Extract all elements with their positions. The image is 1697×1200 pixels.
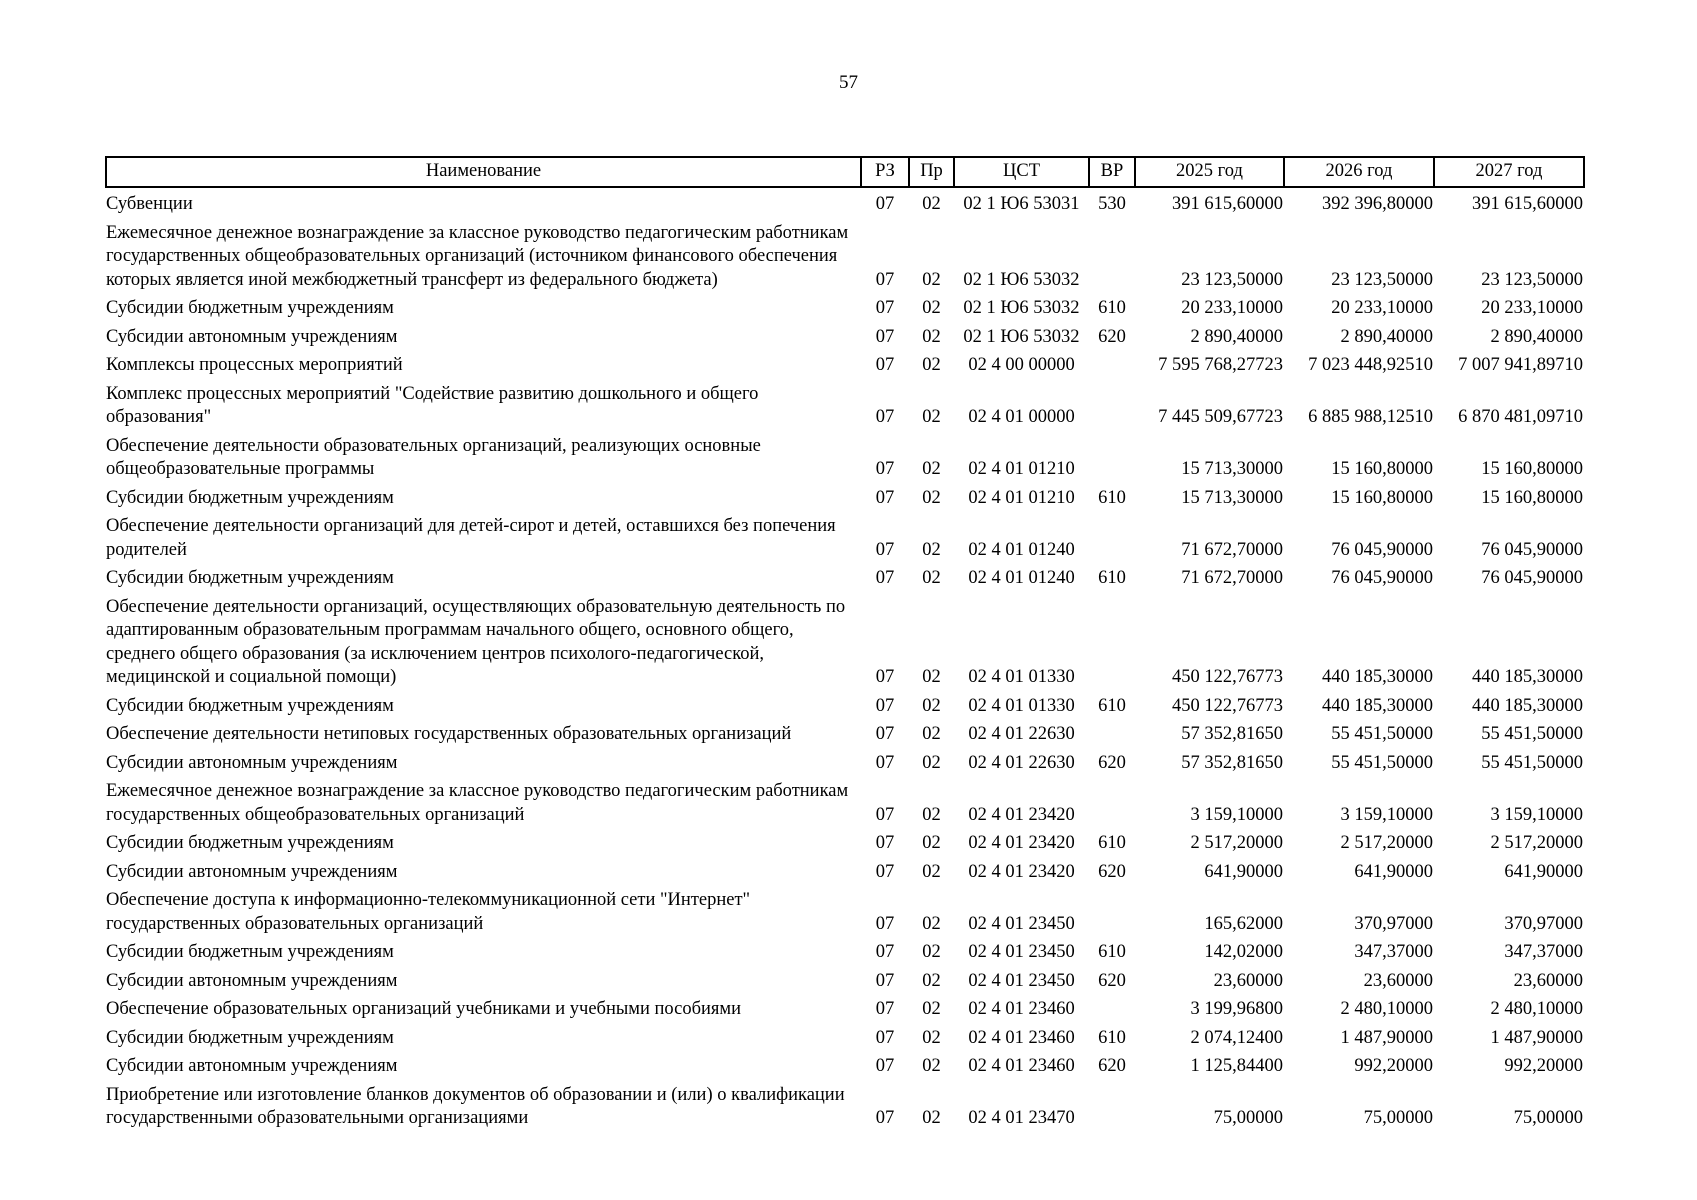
row-amount-2027: 75,00000 xyxy=(1513,1108,1583,1128)
row-rz: 07 xyxy=(875,459,895,479)
row-amount-2027: 23 123,50000 xyxy=(1481,269,1583,290)
header-pr: Пр xyxy=(909,157,954,187)
row-name: Ежемесячное денежное вознаграждение за классное руководство педагогическим работникам государственных общеобразовательных организаций xyxy=(106,781,849,825)
row-vr: 610 xyxy=(1098,695,1126,716)
row-cst: 02 4 01 22630 xyxy=(968,724,1075,744)
row-rz: 07 xyxy=(875,667,895,687)
row-amount-2027: 3 159,10000 xyxy=(1490,804,1583,825)
table-row xyxy=(106,484,1584,513)
row-amount-2027: 440 185,30000 xyxy=(1472,695,1583,716)
row-name: Субсидии бюджетным учреждениям xyxy=(106,1027,394,1048)
row-cst: 02 1 Ю6 53031 xyxy=(963,194,1080,214)
row-cst: 02 4 01 23420 xyxy=(968,804,1075,825)
row-amount-2025: 23 123,50000 xyxy=(1181,269,1283,290)
row-name: Субсидии бюджетным учреждениям xyxy=(106,695,394,716)
row-amount-2027: 2 890,40000 xyxy=(1490,326,1583,347)
row-amount-2027: 2 480,10000 xyxy=(1490,999,1583,1019)
row-pr: 02 xyxy=(922,407,941,427)
row-amount-2025: 2 517,20000 xyxy=(1190,833,1283,853)
header-year-2027: 2027 год xyxy=(1434,157,1584,187)
row-amount-2026: 23,60000 xyxy=(1363,970,1433,991)
row-cst: 02 4 01 23460 xyxy=(968,1027,1075,1048)
row-pr: 02 xyxy=(922,804,941,825)
row-amount-2025: 450 122,76773 xyxy=(1172,695,1283,716)
row-amount-2025: 3 199,96800 xyxy=(1190,999,1283,1019)
row-amount-2026: 23 123,50000 xyxy=(1331,269,1433,290)
row-amount-2025: 71 672,70000 xyxy=(1181,568,1283,588)
table-header-row xyxy=(106,157,1584,187)
table-row xyxy=(106,720,1584,749)
row-vr xyxy=(1089,593,1135,692)
row-rz: 07 xyxy=(875,269,895,290)
row-cst: 02 4 01 00000 xyxy=(968,407,1075,427)
row-amount-2026: 392 396,80000 xyxy=(1322,194,1433,214)
row-amount-2025: 57 352,81650 xyxy=(1181,724,1283,744)
table-row xyxy=(106,995,1584,1024)
row-amount-2027: 76 045,90000 xyxy=(1481,539,1583,560)
row-amount-2026: 1 487,90000 xyxy=(1340,1027,1433,1048)
row-amount-2026: 6 885 988,12510 xyxy=(1308,407,1433,427)
row-pr: 02 xyxy=(922,724,941,744)
header-rz: РЗ xyxy=(861,157,909,187)
row-vr xyxy=(1089,380,1135,432)
row-rz: 07 xyxy=(875,752,895,773)
row-pr: 02 xyxy=(922,269,941,290)
row-vr xyxy=(1089,219,1135,295)
row-amount-2026: 15 160,80000 xyxy=(1331,487,1433,508)
row-name: Субвенции xyxy=(106,194,193,214)
row-amount-2026: 2 890,40000 xyxy=(1340,326,1433,347)
row-cst: 02 4 01 01240 xyxy=(968,568,1075,588)
table-row xyxy=(106,512,1584,564)
header-vr: ВР xyxy=(1089,157,1135,187)
row-pr: 02 xyxy=(922,695,941,716)
header-cst: ЦСТ xyxy=(954,157,1089,187)
row-cst: 02 4 01 01330 xyxy=(968,667,1075,687)
row-name: Субсидии автономным учреждениям xyxy=(106,326,398,347)
row-amount-2027: 992,20000 xyxy=(1504,1056,1583,1076)
row-vr: 610 xyxy=(1098,1027,1126,1048)
table-row xyxy=(106,432,1584,484)
row-pr: 02 xyxy=(922,539,941,560)
row-rz: 07 xyxy=(875,861,895,882)
table-row xyxy=(106,187,1584,219)
row-name: Субсидии бюджетным учреждениям xyxy=(106,487,394,508)
row-name: Субсидии бюджетным учреждениям xyxy=(106,942,394,962)
row-vr: 620 xyxy=(1098,1056,1126,1076)
row-vr xyxy=(1089,720,1135,749)
header-year-2026: 2026 год xyxy=(1284,157,1434,187)
row-cst: 02 4 01 01330 xyxy=(968,695,1075,716)
row-amount-2027: 370,97000 xyxy=(1504,913,1583,934)
row-cst: 02 4 01 23460 xyxy=(968,999,1075,1019)
row-cst: 02 4 01 01240 xyxy=(968,539,1075,560)
row-pr: 02 xyxy=(922,568,941,588)
table-row xyxy=(106,938,1584,967)
row-vr: 620 xyxy=(1098,752,1126,773)
row-amount-2027: 55 451,50000 xyxy=(1481,724,1583,744)
table-row xyxy=(106,749,1584,778)
row-vr xyxy=(1089,351,1135,380)
row-amount-2025: 7 595 768,27723 xyxy=(1158,355,1283,375)
row-name: Обеспечение доступа к информационно-телекоммуникационной сети "Интернет" государственных образовательных организаций xyxy=(106,890,751,934)
row-name: Комплекс процессных мероприятий "Содействие развитию дошкольного и общего образования" xyxy=(106,383,759,427)
row-amount-2026: 7 023 448,92510 xyxy=(1308,355,1433,375)
row-cst: 02 4 01 23420 xyxy=(968,833,1075,853)
row-vr xyxy=(1089,995,1135,1024)
row-amount-2026: 641,90000 xyxy=(1354,861,1433,882)
row-rz: 07 xyxy=(875,970,895,991)
row-pr: 02 xyxy=(922,833,941,853)
row-name: Субсидии автономным учреждениям xyxy=(106,1056,398,1076)
row-name: Обеспечение деятельности образовательных организаций, реализующих основные общеобразовательные программы xyxy=(106,435,761,479)
row-rz: 07 xyxy=(875,913,895,934)
row-amount-2025: 20 233,10000 xyxy=(1181,298,1283,318)
table-row xyxy=(106,692,1584,721)
row-vr xyxy=(1089,1081,1135,1133)
row-amount-2027: 76 045,90000 xyxy=(1481,568,1583,588)
row-amount-2027: 20 233,10000 xyxy=(1481,298,1583,318)
row-name: Обеспечение образовательных организаций учебниками и учебными пособиями xyxy=(106,999,742,1019)
row-pr: 02 xyxy=(922,487,941,508)
row-pr: 02 xyxy=(922,194,941,214)
row-pr: 02 xyxy=(922,861,941,882)
row-rz: 07 xyxy=(875,695,895,716)
table-row xyxy=(106,886,1584,938)
row-amount-2027: 6 870 481,09710 xyxy=(1458,407,1583,427)
row-cst: 02 4 01 22630 xyxy=(968,752,1075,773)
row-cst: 02 4 00 00000 xyxy=(968,355,1075,375)
row-amount-2025: 641,90000 xyxy=(1204,861,1283,882)
row-amount-2027: 440 185,30000 xyxy=(1472,667,1583,687)
row-amount-2025: 71 672,70000 xyxy=(1181,539,1283,560)
table-row xyxy=(106,593,1584,692)
table-row xyxy=(106,858,1584,887)
row-amount-2025: 2 890,40000 xyxy=(1190,326,1283,347)
row-pr: 02 xyxy=(922,942,941,962)
row-vr xyxy=(1089,777,1135,829)
row-vr: 530 xyxy=(1098,194,1126,214)
row-vr xyxy=(1089,512,1135,564)
row-name: Субсидии бюджетным учреждениям xyxy=(106,568,394,588)
table-row xyxy=(106,777,1584,829)
row-pr: 02 xyxy=(922,326,941,347)
row-name: Обеспечение деятельности организаций для детей-сирот и детей, оставшихся без попечения родителей xyxy=(106,516,836,560)
row-name: Субсидии бюджетным учреждениям xyxy=(106,298,394,318)
row-vr: 620 xyxy=(1098,861,1126,882)
row-amount-2025: 23,60000 xyxy=(1213,970,1283,991)
row-name: Приобретение или изготовление бланков документов об образовании и (или) о квалификации государственными образовательными организациями xyxy=(106,1084,845,1128)
row-amount-2027: 347,37000 xyxy=(1504,942,1583,962)
table-row xyxy=(106,219,1584,295)
table-row xyxy=(106,564,1584,593)
table-row xyxy=(106,1024,1584,1053)
row-vr: 610 xyxy=(1098,298,1126,318)
row-amount-2025: 75,00000 xyxy=(1213,1108,1283,1128)
row-vr: 610 xyxy=(1098,942,1126,962)
table-row xyxy=(106,829,1584,858)
row-vr xyxy=(1089,886,1135,938)
row-cst: 02 4 01 23450 xyxy=(968,913,1075,934)
row-amount-2027: 55 451,50000 xyxy=(1481,752,1583,773)
row-cst: 02 4 01 23450 xyxy=(968,970,1075,991)
row-cst: 02 4 01 23460 xyxy=(968,1056,1075,1076)
row-amount-2026: 370,97000 xyxy=(1354,913,1433,934)
row-amount-2027: 641,90000 xyxy=(1504,861,1583,882)
budget-table xyxy=(105,156,1585,1133)
row-cst: 02 1 Ю6 53032 xyxy=(963,326,1080,347)
table-row xyxy=(106,1081,1584,1133)
table-body xyxy=(106,187,1584,1133)
row-amount-2026: 55 451,50000 xyxy=(1331,724,1433,744)
row-cst: 02 4 01 23420 xyxy=(968,861,1075,882)
row-cst: 02 4 01 01210 xyxy=(968,459,1075,479)
row-rz: 07 xyxy=(875,999,895,1019)
row-rz: 07 xyxy=(875,724,895,744)
row-pr: 02 xyxy=(922,459,941,479)
row-amount-2025: 142,02000 xyxy=(1204,942,1283,962)
row-amount-2025: 165,62000 xyxy=(1204,913,1283,934)
row-name: Субсидии автономным учреждениям xyxy=(106,970,398,991)
row-amount-2025: 7 445 509,67723 xyxy=(1158,407,1283,427)
row-vr: 620 xyxy=(1098,326,1126,347)
row-rz: 07 xyxy=(875,407,895,427)
row-amount-2027: 2 517,20000 xyxy=(1490,833,1583,853)
row-cst: 02 1 Ю6 53032 xyxy=(963,298,1080,318)
row-rz: 07 xyxy=(875,487,895,508)
table-row xyxy=(106,351,1584,380)
table-row xyxy=(106,380,1584,432)
row-pr: 02 xyxy=(922,970,941,991)
table-row xyxy=(106,1052,1584,1081)
page-number: 57 xyxy=(839,72,858,93)
row-rz: 07 xyxy=(875,326,895,347)
row-amount-2027: 391 615,60000 xyxy=(1472,194,1583,214)
row-rz: 07 xyxy=(875,355,895,375)
row-amount-2025: 391 615,60000 xyxy=(1172,194,1283,214)
row-rz: 07 xyxy=(875,194,895,214)
row-rz: 07 xyxy=(875,833,895,853)
row-amount-2025: 1 125,84400 xyxy=(1190,1056,1283,1076)
row-cst: 02 4 01 23450 xyxy=(968,942,1075,962)
row-name: Субсидии автономным учреждениям xyxy=(106,752,398,773)
row-amount-2027: 15 160,80000 xyxy=(1481,487,1583,508)
header-name: Наименование xyxy=(106,157,861,187)
row-amount-2026: 440 185,30000 xyxy=(1322,667,1433,687)
table-row xyxy=(106,967,1584,996)
row-amount-2025: 450 122,76773 xyxy=(1172,667,1283,687)
row-amount-2026: 440 185,30000 xyxy=(1322,695,1433,716)
row-rz: 07 xyxy=(875,804,895,825)
row-cst: 02 4 01 23470 xyxy=(968,1108,1075,1128)
row-amount-2025: 2 074,12400 xyxy=(1190,1027,1283,1048)
row-name: Комплексы процессных мероприятий xyxy=(106,355,403,375)
row-pr: 02 xyxy=(922,667,941,687)
row-pr: 02 xyxy=(922,1027,941,1048)
row-name: Субсидии автономным учреждениям xyxy=(106,861,398,882)
row-rz: 07 xyxy=(875,1056,895,1076)
row-pr: 02 xyxy=(922,752,941,773)
table-row xyxy=(106,294,1584,323)
row-rz: 07 xyxy=(875,1027,895,1048)
row-amount-2026: 20 233,10000 xyxy=(1331,298,1433,318)
row-vr: 620 xyxy=(1098,970,1126,991)
row-amount-2026: 2 480,10000 xyxy=(1340,999,1433,1019)
row-vr xyxy=(1089,432,1135,484)
row-amount-2025: 3 159,10000 xyxy=(1190,804,1283,825)
row-amount-2026: 75,00000 xyxy=(1363,1108,1433,1128)
row-amount-2027: 7 007 941,89710 xyxy=(1458,355,1583,375)
row-amount-2027: 23,60000 xyxy=(1513,970,1583,991)
row-amount-2026: 15 160,80000 xyxy=(1331,459,1433,479)
row-amount-2026: 3 159,10000 xyxy=(1340,804,1433,825)
row-pr: 02 xyxy=(922,1108,941,1128)
row-cst: 02 4 01 01210 xyxy=(968,487,1075,508)
row-amount-2026: 2 517,20000 xyxy=(1340,833,1433,853)
row-name: Обеспечение деятельности нетиповых государственных образовательных организаций xyxy=(106,724,792,744)
row-amount-2026: 76 045,90000 xyxy=(1331,539,1433,560)
row-pr: 02 xyxy=(922,355,941,375)
header-year-2025: 2025 год xyxy=(1135,157,1284,187)
row-amount-2027: 1 487,90000 xyxy=(1490,1027,1583,1048)
row-pr: 02 xyxy=(922,1056,941,1076)
row-vr: 610 xyxy=(1098,487,1126,508)
table-row xyxy=(106,323,1584,352)
row-amount-2026: 76 045,90000 xyxy=(1331,568,1433,588)
row-rz: 07 xyxy=(875,539,895,560)
row-amount-2026: 55 451,50000 xyxy=(1331,752,1433,773)
row-amount-2026: 347,37000 xyxy=(1354,942,1433,962)
row-rz: 07 xyxy=(875,298,895,318)
row-rz: 07 xyxy=(875,942,895,962)
row-cst: 02 1 Ю6 53032 xyxy=(963,269,1080,290)
row-amount-2025: 57 352,81650 xyxy=(1181,752,1283,773)
row-vr: 610 xyxy=(1098,568,1126,588)
row-pr: 02 xyxy=(922,999,941,1019)
row-pr: 02 xyxy=(922,913,941,934)
row-name: Субсидии бюджетным учреждениям xyxy=(106,833,394,853)
row-rz: 07 xyxy=(875,568,895,588)
row-rz: 07 xyxy=(875,1108,895,1128)
row-amount-2025: 15 713,30000 xyxy=(1181,459,1283,479)
row-vr: 610 xyxy=(1098,833,1126,853)
row-amount-2025: 15 713,30000 xyxy=(1181,487,1283,508)
row-amount-2026: 992,20000 xyxy=(1354,1056,1433,1076)
row-amount-2027: 15 160,80000 xyxy=(1481,459,1583,479)
row-pr: 02 xyxy=(922,298,941,318)
row-name: Ежемесячное денежное вознаграждение за классное руководство педагогическим работникам государственных общеобразовательных организаций (источником финансового обеспечения которых является иной межбюджетный трансферт из федерального бюджета) xyxy=(106,222,849,290)
row-name: Обеспечение деятельности организаций, осуществляющих образовательную деятельность по адаптированным образовательным программам начального общего, основного общего, среднего общего образования (за исключением центров психолого-педагогической, медицинской и социальной помощи) xyxy=(106,596,846,687)
